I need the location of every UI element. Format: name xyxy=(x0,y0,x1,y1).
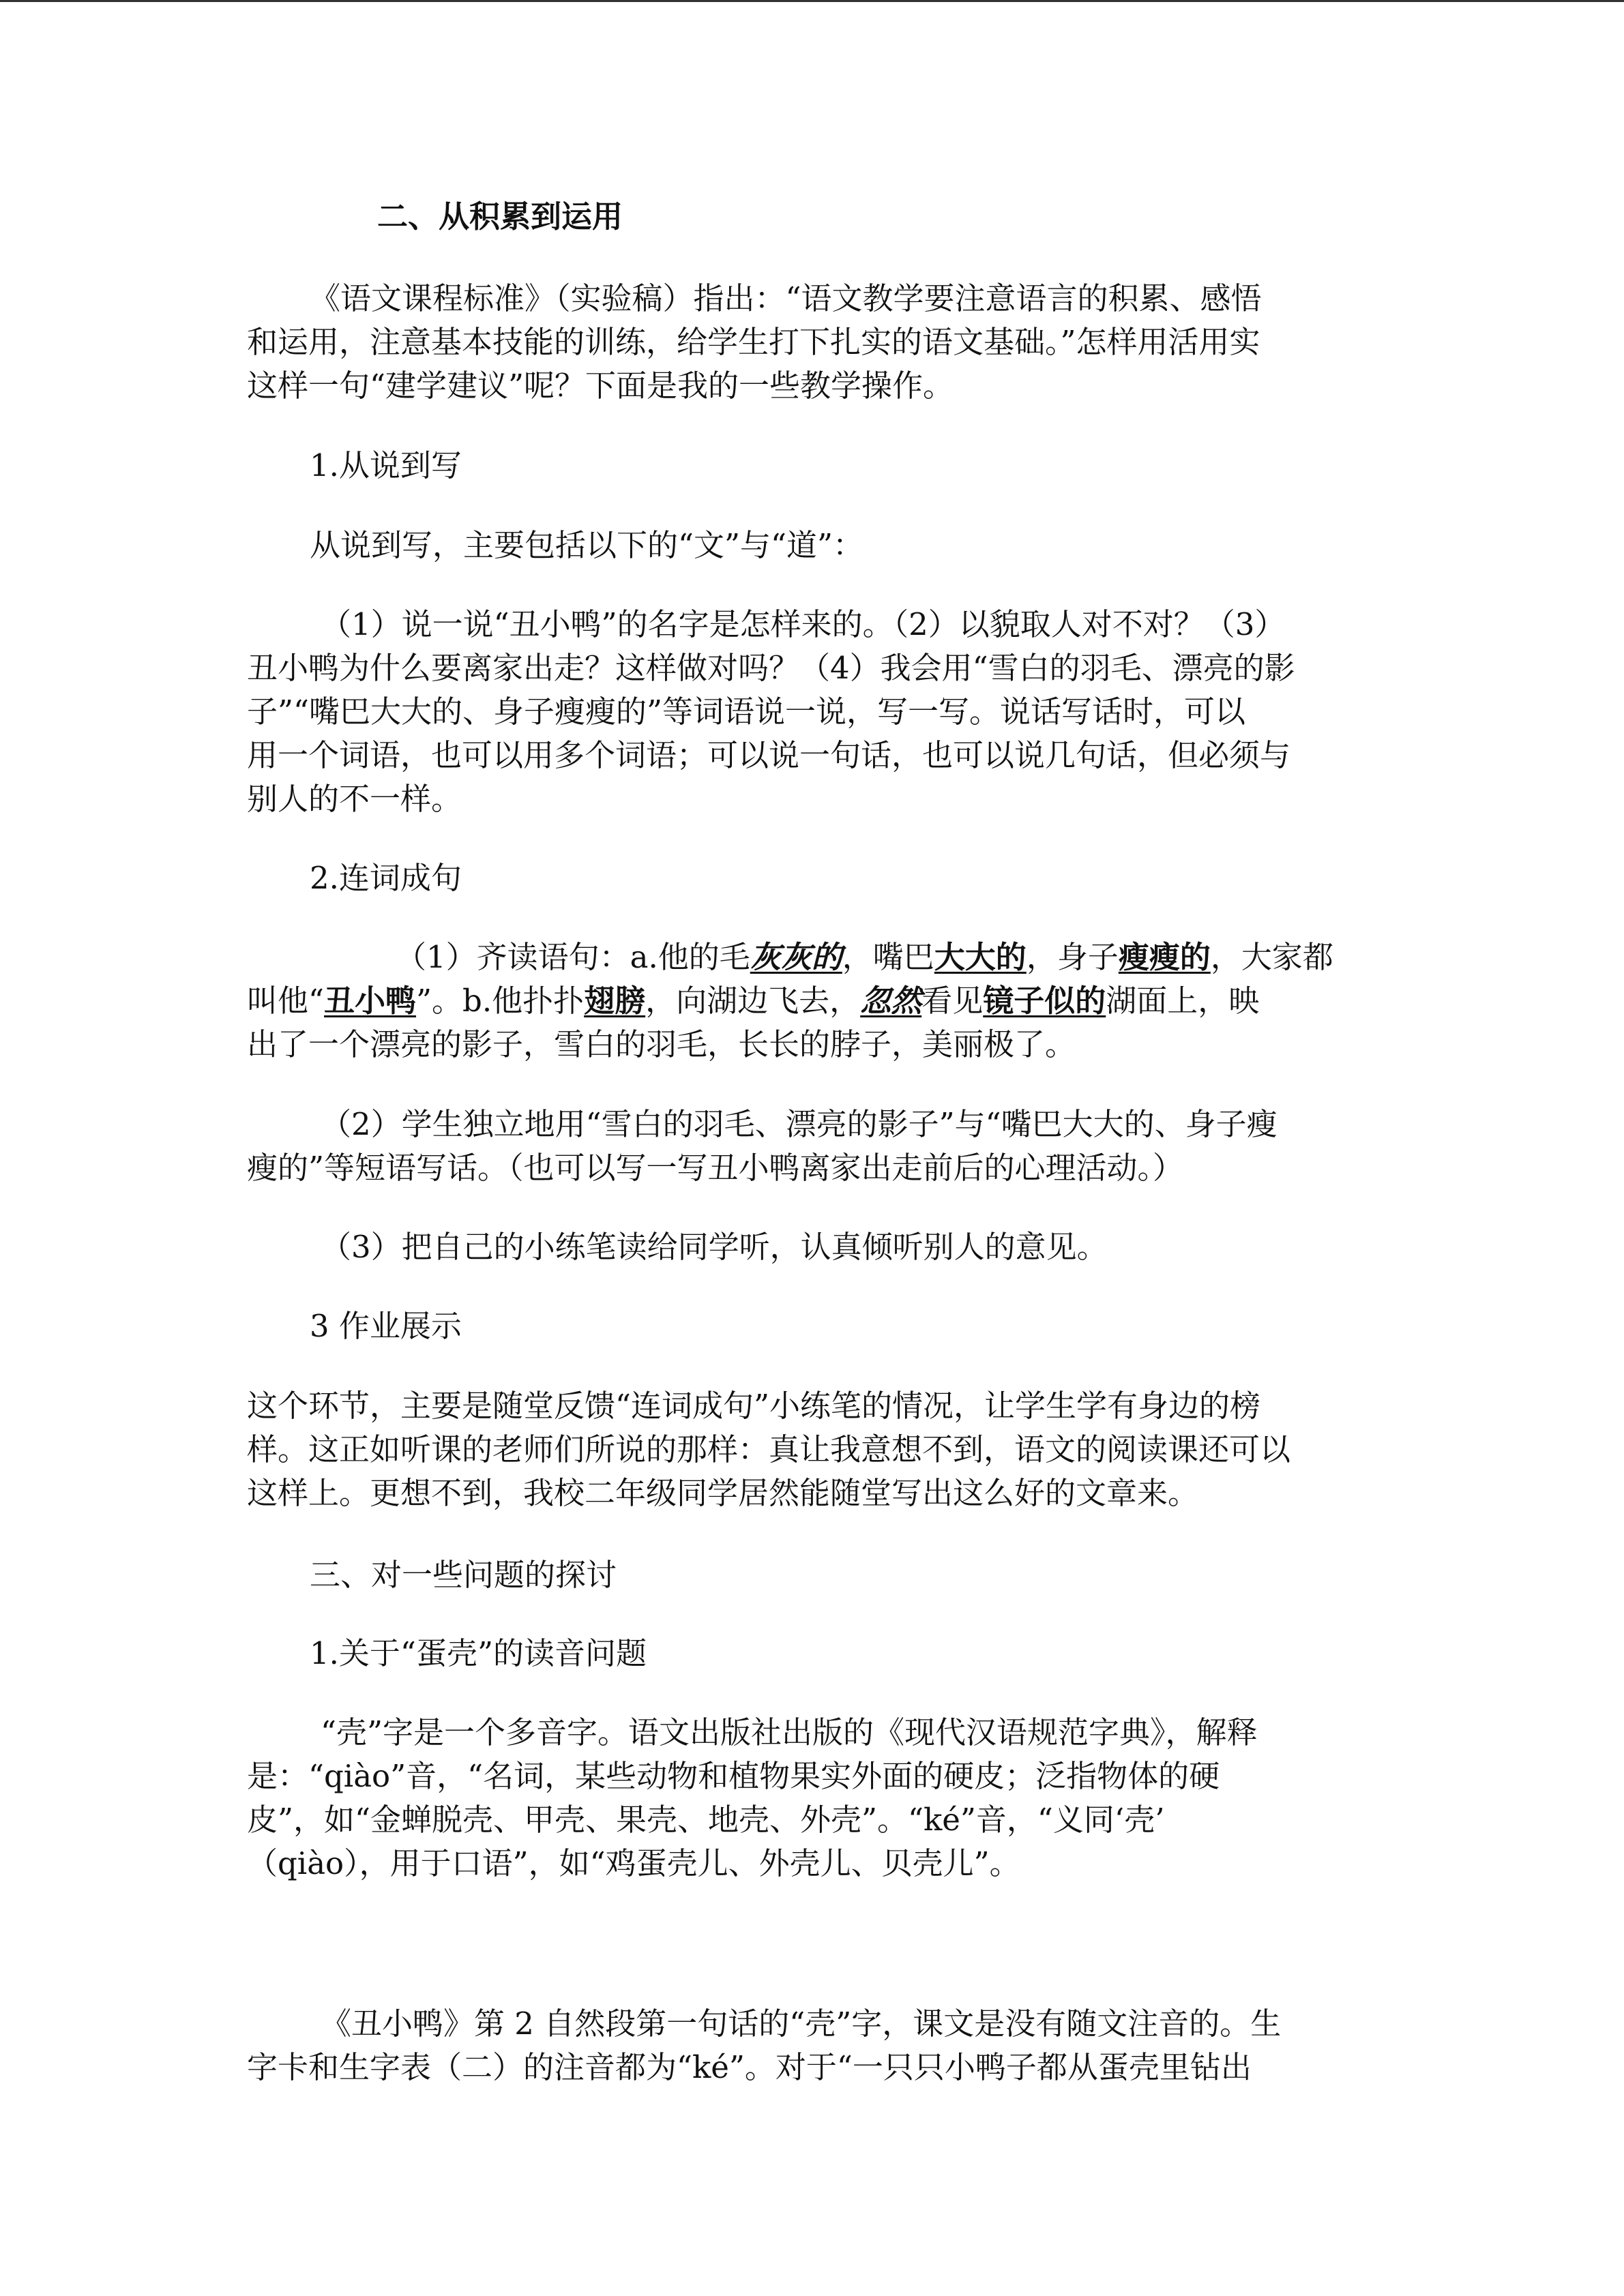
underlined-word: 丑小鸭 xyxy=(324,983,417,1019)
text-line: 瘦的”等短语写话。（也可以写一写丑小鸭离家出走前后的心理活动。） xyxy=(247,1150,1184,1186)
subheading: 1.从说到写 xyxy=(310,447,462,483)
text-run: （1）齐读语句：a.他的毛 xyxy=(396,939,750,975)
sentence-exercise-2 xyxy=(247,1103,1379,1190)
text-run: ”。b.他扑扑 xyxy=(416,983,585,1019)
text-line: （2）学生独立地用“雪白的羽毛、漂亮的影子”与“嘴巴大大的、身子瘦 xyxy=(321,1106,1278,1142)
text-line: 丑小鸭为什么要离家出走？这样做对吗？（4）我会用“雪白的羽毛、漂亮的影 xyxy=(247,650,1295,686)
text-line: 子”“嘴巴大大的、身子瘦瘦的”等词语说一说，写一写。说话写话时，可以 xyxy=(247,694,1246,730)
text-line: （qiào），用于口语”，如“鸡蛋壳儿、外壳儿、贝壳儿”。 xyxy=(247,1845,1020,1881)
text-run: ，身子 xyxy=(1026,939,1119,975)
text-line: 皮”，如“金蝉脱壳、甲壳、果壳、地壳、外壳”。“ké”音，“义同‘壳’ xyxy=(247,1802,1165,1838)
underlined-word: 翅膀 xyxy=(584,983,646,1019)
underlined-word: 瘦瘦的 xyxy=(1118,939,1211,975)
text-line: 这样上。更想不到，我校二年级同学居然能随堂写出这么好的文章来。 xyxy=(247,1475,1199,1511)
underlined-word: 镜子似的 xyxy=(983,983,1106,1019)
showcase-paragraph xyxy=(247,1384,1379,1515)
underlined-word: 大大的 xyxy=(934,939,1027,975)
paragraph: （3）把自己的小练笔读给同学听，认真倾听别人的意见。 xyxy=(321,1229,1108,1265)
paragraph: 从说到写，主要包括以下的“文”与“道”： xyxy=(310,527,864,563)
text-line: “壳”字是一个多音字。语文出版社出版的《现代汉语规范字典》，解释 xyxy=(321,1714,1258,1750)
last-paragraph xyxy=(247,2002,1379,2089)
subheading: 3 作业展示 xyxy=(310,1308,462,1344)
pronunciation-paragraph xyxy=(247,1711,1379,1885)
text-line: 别人的不一样。 xyxy=(247,781,462,817)
underlined-word: 灰灰的 xyxy=(750,939,842,975)
text-run: 看见 xyxy=(921,983,984,1019)
sentence-exercise xyxy=(247,936,1379,1067)
section-heading: 二、从积累到运用 xyxy=(377,198,623,235)
text-line: 样。这正如听课的老师们所说的那样：真让我意想不到，语文的阅读课还可以 xyxy=(247,1431,1291,1467)
intro-paragraph xyxy=(247,277,1379,408)
text-line: 和运用，注意基本技能的训练，给学生打下扎实的语文基础。”怎样用活用实 xyxy=(247,324,1260,360)
text-run: ，嘴巴 xyxy=(842,939,934,975)
text-run: 湖面上，映 xyxy=(1106,983,1260,1019)
section-heading: 三、对一些问题的探讨 xyxy=(310,1557,617,1593)
subheading: 2.连词成句 xyxy=(310,860,462,896)
text-line xyxy=(247,979,1379,1023)
underlined-word: 忽然 xyxy=(860,983,922,1019)
questions-paragraph xyxy=(247,603,1379,821)
text-run: ，向湖边飞去， xyxy=(645,983,861,1019)
text-line: 用一个词语，也可以用多个词语；可以说一句话，也可以说几句话，但必须与 xyxy=(247,737,1291,773)
text-line: 字卡和生字表（二）的注音都为“ké”。对于“一只只小鸭子都从蛋壳里钻出 xyxy=(247,2049,1252,2085)
text-line: 这样一句“建学建议”呢？下面是我的一些教学操作。 xyxy=(247,368,954,404)
text-line xyxy=(247,936,1379,979)
text-line: 是：“qiào”音，“名词，某些动物和植物果实外面的硬皮；泛指物体的硬 xyxy=(247,1758,1220,1794)
text-line: （1）说一说“丑小鸭”的名字是怎样来的。（2）以貌取人对不对？（3） xyxy=(321,606,1286,642)
text-line: 出了一个漂亮的影子，雪白的羽毛，长长的脖子，美丽极了。 xyxy=(247,1026,1076,1062)
text-line: 《丑小鸭》第 2 自然段第一句话的“壳”字，课文是没有随文注音的。生 xyxy=(321,2006,1282,2042)
subheading: 1.关于“蛋壳”的读音问题 xyxy=(310,1635,647,1671)
text-run: ，大家都 xyxy=(1210,939,1333,975)
text-line: 这个环节，主要是随堂反馈“连词成句”小练笔的情况，让学生学有身边的榜 xyxy=(247,1388,1261,1424)
text-line: 《语文课程标准》（实验稿）指出：“语文教学要注意语言的积累、感悟 xyxy=(310,280,1262,316)
text-run: 叫他“ xyxy=(247,983,325,1019)
